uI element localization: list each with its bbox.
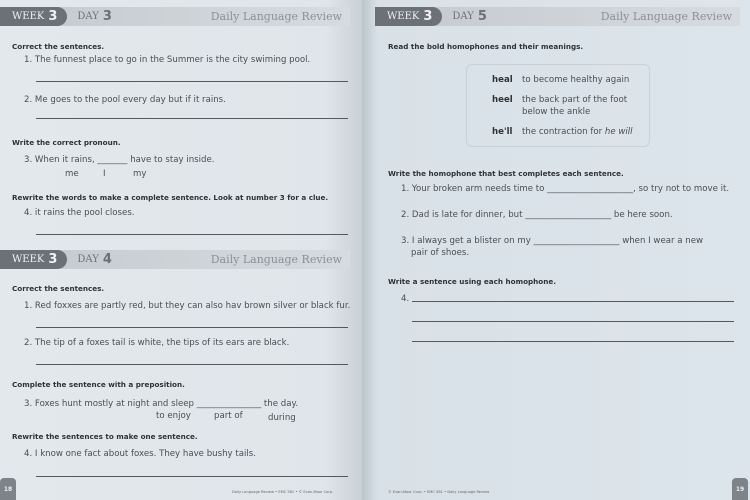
instruction: Write a sentence using each homophone.: [388, 277, 556, 286]
answer-line: [36, 476, 348, 477]
page-number: 19: [732, 478, 748, 500]
instruction: Write the correct pronoun.: [12, 138, 121, 147]
week-tab: WEEK 3: [0, 7, 67, 26]
day-label: DAY 3: [77, 9, 112, 24]
question: 3. I always get a blister on my ____________________ when I wear a new: [401, 236, 704, 246]
week-tab: WEEK 3: [375, 7, 442, 26]
answer-line: [412, 341, 734, 342]
option: my: [133, 169, 147, 179]
instruction: Correct the sentences.: [12, 42, 105, 51]
answer-line: [36, 81, 348, 82]
answer-line: [412, 321, 734, 322]
option: to enjoy: [156, 411, 191, 421]
instruction: Correct the sentences.: [12, 284, 105, 293]
header-title: Daily Language Review: [210, 10, 342, 23]
question: 4. it rains the pool closes.: [24, 208, 135, 218]
day3-header: [0, 7, 350, 26]
question: 2. The tip of a foxes tail is white, the tips of its ears are black.: [24, 338, 290, 348]
question: 4. I know one fact about foxes. They have bushy tails.: [24, 449, 256, 459]
answer-line: [412, 301, 734, 302]
question: 1. Red foxxes are partly red, but they can also hav brown silver or black fur.: [24, 301, 351, 311]
footer: Daily Language Review • EMC 581 • © Evan-Moor Corp.: [232, 490, 334, 494]
answer-line: [36, 364, 348, 365]
option: I: [103, 169, 106, 179]
answer-line: [36, 327, 348, 328]
day-label: DAY 5: [452, 9, 487, 24]
question-continued: pair of shoes.: [411, 248, 470, 258]
question: 2. Dad is late for dinner, but ____________________ be here soon.: [401, 210, 673, 220]
homophone-word: heal: [492, 75, 513, 85]
header-title: Daily Language Review: [600, 10, 732, 23]
question: 3. Foxes hunt mostly at night and sleep _______________ the day.: [24, 399, 299, 409]
day5-header: [375, 7, 740, 26]
question: 2. Me goes to the pool every day but if it rains.: [24, 95, 226, 105]
question: 1. The funnest place to go in the Summer is the city swiming pool.: [24, 55, 311, 65]
option: me: [65, 169, 79, 179]
homophone-word: heel: [492, 95, 513, 105]
answer-line: [36, 234, 348, 235]
instruction: Rewrite the sentences to make one sentence.: [12, 432, 198, 441]
question: 1. Your broken arm needs time to ____________________, so try not to move it.: [401, 184, 730, 194]
instruction: Rewrite the words to make a complete sentence. Look at number 3 for a clue.: [12, 193, 329, 202]
header-title: Daily Language Review: [210, 253, 342, 266]
question-number: 4.: [401, 294, 410, 304]
week-tab: WEEK 3: [0, 250, 67, 269]
instruction: Complete the sentence with a preposition.: [12, 380, 185, 389]
option: part of: [214, 411, 243, 421]
instruction: Read the bold homophones and their meanings.: [388, 42, 584, 51]
day4-header: [0, 250, 350, 269]
page-number: 18: [0, 478, 16, 500]
instruction: Write the homophone that best completes each sentence.: [388, 169, 624, 178]
homophone-meaning: to become healthy again: [522, 75, 630, 85]
day-label: DAY 4: [77, 252, 112, 267]
homophone-meaning: the back part of the foot: [522, 95, 628, 105]
footer: © Evan-Moor Corp. • EMC 581 • Daily Language Review: [388, 490, 490, 494]
homophone-word: he'll: [492, 127, 513, 137]
homophone-meaning: below the ankle: [522, 107, 591, 117]
option: during: [268, 413, 296, 423]
question: 3. When it rains, _______ have to stay inside.: [24, 155, 215, 165]
answer-line: [36, 118, 348, 119]
homophone-meaning: the contraction for he will: [522, 127, 633, 137]
